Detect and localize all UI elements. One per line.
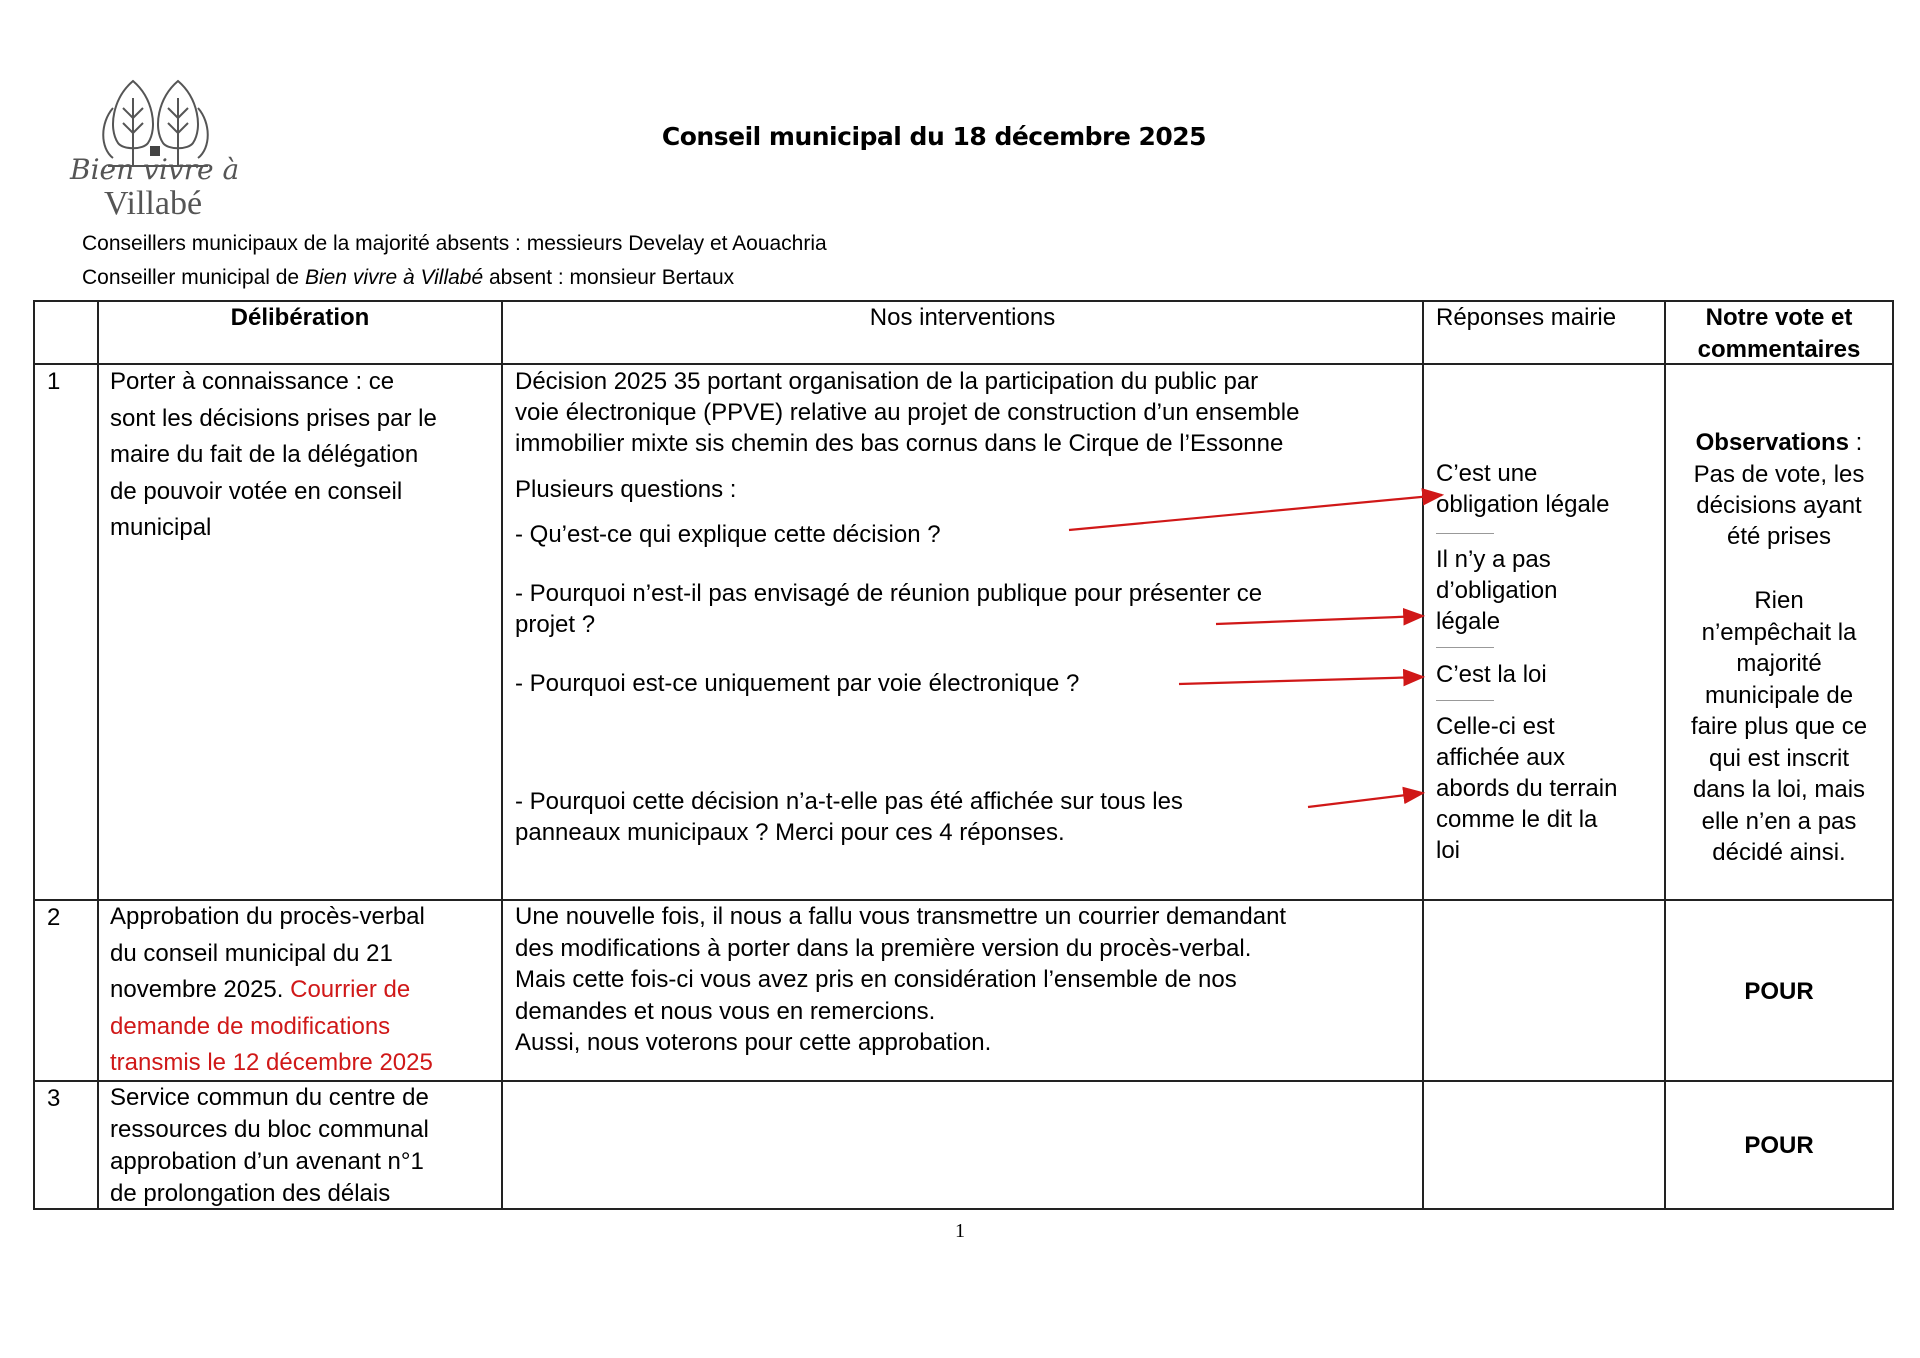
observations-colon: : bbox=[1849, 429, 1863, 456]
response-1: C’est une obligation légale bbox=[1436, 460, 1610, 518]
intervention-intro: Décision 2025 35 portant organisation de la participation du public par voie électronique (PPVE) relative au projet de construction d’un ensemble immobilier mixte sis chemin des bas cornus dans le Cirque de l’Essonne bbox=[515, 368, 1300, 457]
arrow-icon bbox=[1308, 793, 1423, 807]
deliberation-main: Approbation du procès-verbal du conseil municipal du 21 novembre 2025. bbox=[110, 903, 425, 1003]
response-4: Celle-ci est affichée aux abords du terrain comme le dit la loi bbox=[1436, 713, 1618, 864]
row-number: 3 bbox=[47, 1085, 61, 1112]
row-number: 1 bbox=[47, 368, 61, 395]
deliberation-note-red: Courrier de demande de modifications transmis le 12 décembre 2025 bbox=[110, 976, 433, 1076]
arrow-icon bbox=[1216, 616, 1423, 624]
response-3: C’est la loi bbox=[1436, 661, 1547, 688]
vote-comment-text: Pas de vote, les décisions ayant été prises bbox=[1693, 461, 1865, 550]
arrow-icon bbox=[1069, 495, 1442, 530]
logo-text-line2: Villabé bbox=[104, 185, 203, 222]
page-title: Conseil municipal du 18 décembre 2025 bbox=[661, 122, 1207, 151]
header-responses: Réponses mairie bbox=[1436, 304, 1617, 331]
question-4: - Pourquoi cette décision n’a-t-elle pas été affichée sur tous les panneaux municipaux ? Merci pour ces 4 réponses. bbox=[515, 788, 1183, 846]
arrow-icon bbox=[1179, 677, 1423, 684]
observations-label: Observations bbox=[1695, 429, 1850, 456]
header-deliberation: Délibération bbox=[230, 304, 370, 331]
vote-value: POUR bbox=[1744, 978, 1814, 1005]
row-number: 2 bbox=[47, 904, 61, 931]
vote-comment-text-2: Rien n’empêchait la majorité municipale de faire plus que ce qui est inscrit dans la loi, mais elle n’en a pas décidé ainsi. bbox=[1690, 587, 1868, 866]
questions-label: Plusieurs questions : bbox=[515, 476, 737, 503]
absent-group-suffix: absent : monsieur Bertaux bbox=[483, 266, 735, 289]
vote-value: POUR bbox=[1744, 1132, 1814, 1159]
question-2: - Pourquoi n’est-il pas envisagé de réunion publique pour présenter ce projet ? bbox=[515, 580, 1263, 638]
header-vote: Notre vote et commentaires bbox=[1697, 304, 1861, 363]
absent-majority-text: Conseillers municipaux de la majorité absents : messieurs Develay et Aouachria bbox=[82, 232, 827, 255]
question-3: - Pourquoi est-ce uniquement par voie électronique ? bbox=[515, 670, 1080, 697]
intervention-text: Une nouvelle fois, il nous a fallu vous transmettre un courrier demandant des modifications à porter dans la première version du procès-verbal. Mais cette fois-ci vous avez pris en considération l’ensemble de nos demandes et nous vous en remercions. Aussi, nous voterons pour cette approbation. bbox=[515, 903, 1287, 1056]
absent-group-prefix: Conseiller municipal de bbox=[82, 266, 305, 289]
deliberation-text: Porter à connaissance : ce sont les décisions prises par le maire du fait de la délégation de pouvoir votée en conseil municipal bbox=[110, 368, 437, 542]
logo-text-line1: Bien vivre à bbox=[70, 153, 240, 186]
absent-group-name: Bien vivre à Villabé bbox=[304, 266, 484, 289]
question-1: - Qu’est-ce qui explique cette décision ? bbox=[515, 521, 941, 548]
response-2: Il n’y a pas d’obligation légale bbox=[1436, 546, 1558, 635]
deliberation-text: Service commun du centre de ressources du bloc communal approbation d’un avenant n°1 de prolongation des délais bbox=[110, 1084, 429, 1207]
header-interventions: Nos interventions bbox=[869, 304, 1056, 331]
page-number: 1 bbox=[955, 1220, 965, 1242]
